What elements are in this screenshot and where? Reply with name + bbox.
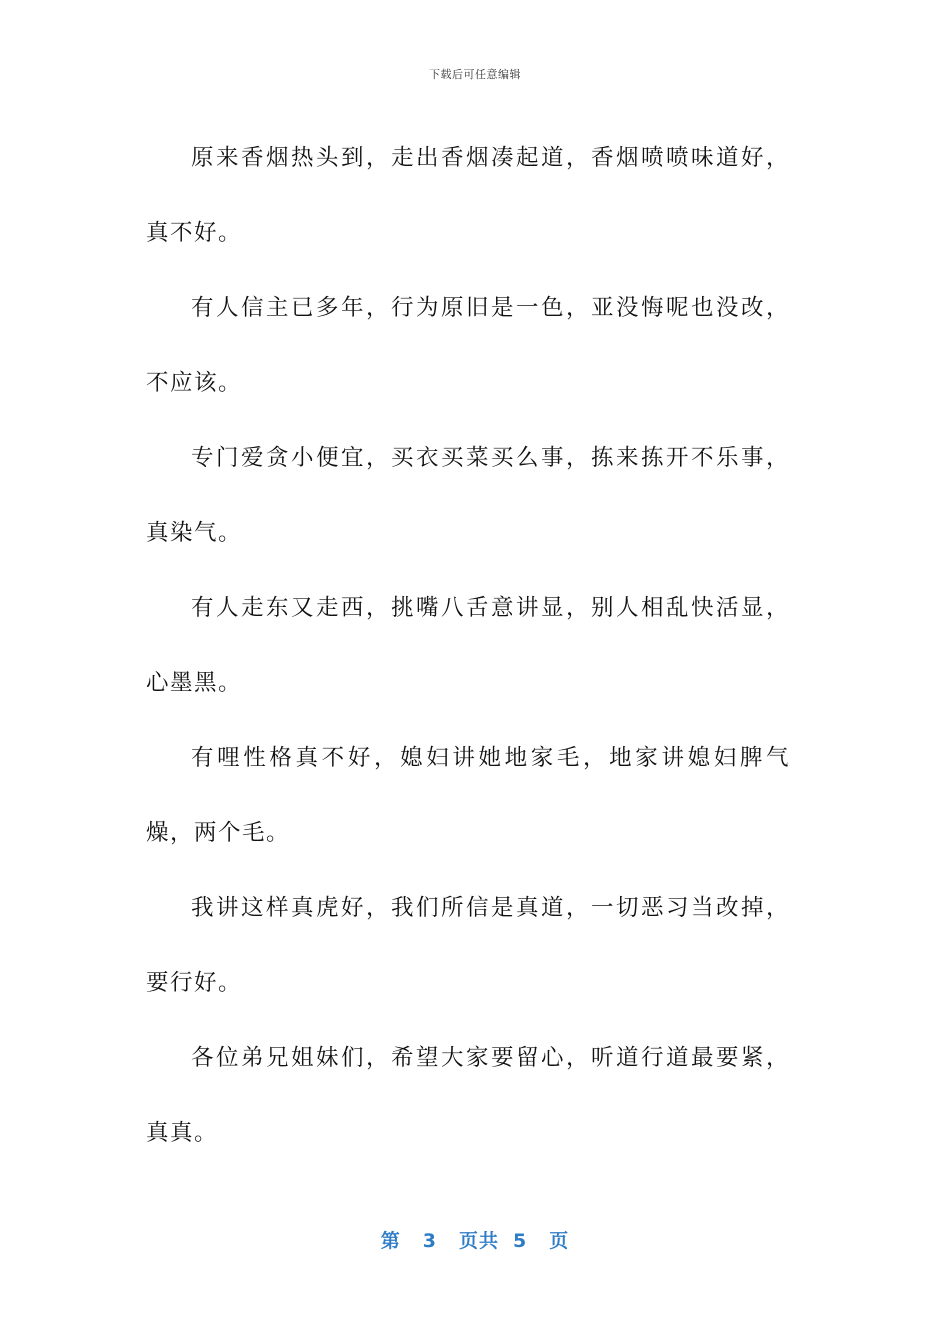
footer-total-pages: 5 [513,1230,528,1252]
paragraph: 我讲这样真虎好，我们所信是真道，一切恶习当改掉，要行好。 [146,895,790,996]
footer-suffix: 页 [549,1230,570,1252]
paragraph: 有人走东又走西，挑嘴八舌意讲显，别人相乱快活显，心墨黑。 [146,595,790,696]
document-body [146,121,790,1171]
header-note: 下载后可任意编辑 [429,68,521,81]
paragraph: 各位弟兄姐妹们，希望大家要留心，听道行道最要紧，真真。 [146,1045,790,1146]
footer-current-page: 3 [422,1230,437,1252]
footer-middle: 页共 [458,1230,499,1252]
paragraph: 有哩性格真不好，媳妇讲她地家毛，地家讲媳妇脾气燥，两个毛。 [146,745,790,846]
page-footer [0,1226,950,1253]
paragraph: 有人信主已多年，行为原旧是一色，亚没悔呢也没改，不应该。 [146,295,790,396]
paragraph: 原来香烟热头到，走出香烟凑起道，香烟喷喷味道好，真不好。 [146,145,790,246]
footer-prefix: 第 [380,1230,401,1252]
paragraph: 专门爱贪小便宜，买衣买菜买么事，拣来拣开不乐事，真染气。 [146,445,790,546]
